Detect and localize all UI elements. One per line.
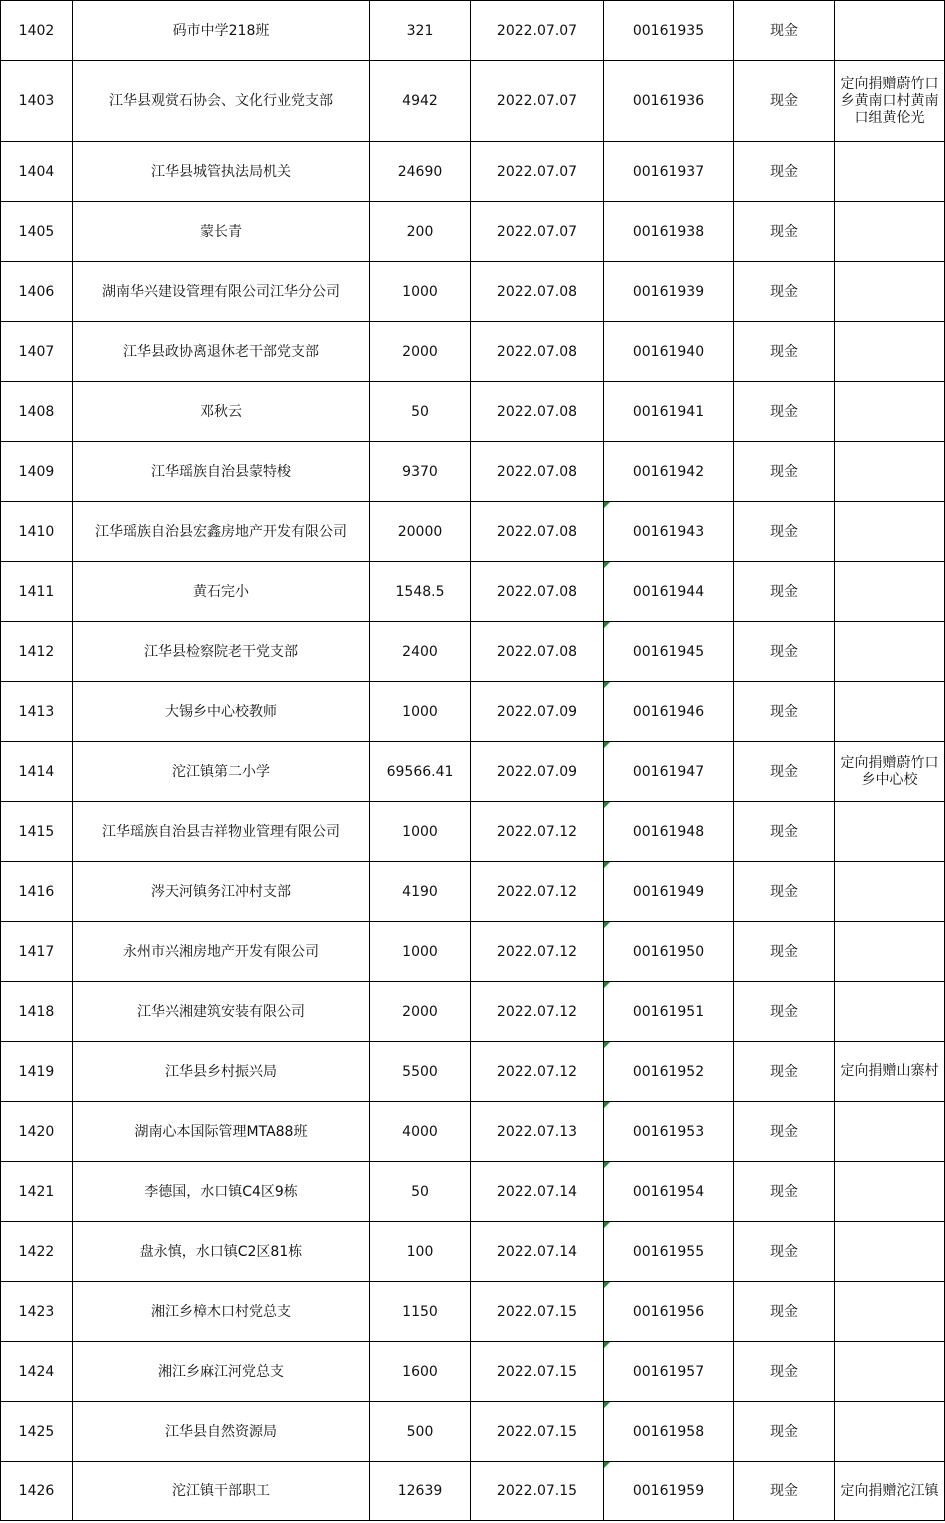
serial-number-cell: 1402 [1,1,73,61]
amount-cell: 12639 [370,1462,471,1521]
donor-name-cell: 江华兴湘建筑安装有限公司 [73,982,370,1042]
date-cell: 2022.07.15 [471,1342,604,1402]
serial-number-cell: 1425 [1,1402,73,1462]
note-cell [835,622,945,682]
date-cell: 2022.07.07 [471,1,604,61]
table-row [1,1162,945,1222]
donor-name-cell: 湘江乡麻江河党总支 [73,1342,370,1402]
amount-cell: 69566.41 [370,742,471,802]
donor-name-cell: 大锡乡中心校教师 [73,682,370,742]
receipt-number-cell: 00161938 [604,202,734,262]
note-cell [835,502,945,562]
table-row [1,562,945,622]
receipt-number-cell: 00161951 [604,982,734,1042]
table-row [1,202,945,262]
date-cell: 2022.07.08 [471,622,604,682]
donor-name-cell: 江华县自然资源局 [73,1402,370,1462]
receipt-number-cell: 00161952 [604,1042,734,1102]
note-cell [835,922,945,982]
table-row [1,1102,945,1162]
table-row [1,622,945,682]
note-cell [835,142,945,202]
donor-name-cell: 邓秋云 [73,382,370,442]
payment-method-cell: 现金 [734,1402,835,1462]
date-cell: 2022.07.08 [471,502,604,562]
receipt-number-cell: 00161937 [604,142,734,202]
donor-name-cell: 沱江镇干部职工 [73,1462,370,1521]
donor-name-cell: 江华瑶族自治县蒙特梭 [73,442,370,502]
donor-name-cell: 涔天河镇务江冲村支部 [73,862,370,922]
receipt-number-cell: 00161956 [604,1282,734,1342]
receipt-number-cell: 00161943 [604,502,734,562]
donor-name-cell: 湘江乡樟木口村党总支 [73,1282,370,1342]
serial-number-cell: 1403 [1,61,73,142]
note-cell: 定向捐赠蔚竹口乡黄南口村黄南口组黄伦光 [835,61,945,142]
note-cell [835,262,945,322]
serial-number-cell: 1418 [1,982,73,1042]
table-row [1,862,945,922]
payment-method-cell: 现金 [734,1,835,61]
amount-cell: 1000 [370,682,471,742]
amount-cell: 4000 [370,1102,471,1162]
date-cell: 2022.07.08 [471,442,604,502]
payment-method-cell: 现金 [734,742,835,802]
table-row [1,322,945,382]
date-cell: 2022.07.14 [471,1222,604,1282]
table-row [1,262,945,322]
date-cell: 2022.07.12 [471,922,604,982]
date-cell: 2022.07.15 [471,1462,604,1521]
receipt-number-cell: 00161949 [604,862,734,922]
table-row [1,61,945,142]
date-cell: 2022.07.08 [471,382,604,442]
amount-cell: 24690 [370,142,471,202]
serial-number-cell: 1426 [1,1462,73,1521]
serial-number-cell: 1411 [1,562,73,622]
serial-number-cell: 1407 [1,322,73,382]
amount-cell: 1000 [370,802,471,862]
serial-number-cell: 1415 [1,802,73,862]
donor-name-cell: 黄石完小 [73,562,370,622]
receipt-number-cell: 00161955 [604,1222,734,1282]
amount-cell: 2000 [370,982,471,1042]
donor-name-cell: 江华县政协离退休老干部党支部 [73,322,370,382]
donor-name-cell: 江华县城管执法局机关 [73,142,370,202]
receipt-number-cell: 00161954 [604,1162,734,1222]
donor-name-cell: 江华县乡村振兴局 [73,1042,370,1102]
serial-number-cell: 1408 [1,382,73,442]
note-cell: 定向捐赠蔚竹口乡中心校 [835,742,945,802]
amount-cell: 500 [370,1402,471,1462]
table-row [1,1282,945,1342]
payment-method-cell: 现金 [734,1462,835,1521]
note-cell: 定向捐赠山寨村 [835,1042,945,1102]
note-cell [835,382,945,442]
date-cell: 2022.07.12 [471,1042,604,1102]
note-cell [835,1402,945,1462]
table-row [1,802,945,862]
payment-method-cell: 现金 [734,1342,835,1402]
amount-cell: 1000 [370,262,471,322]
payment-method-cell: 现金 [734,262,835,322]
payment-method-cell: 现金 [734,382,835,442]
table-row [1,742,945,802]
donor-name-cell: 盘永慎，水口镇C2区81栋 [73,1222,370,1282]
payment-method-cell: 现金 [734,622,835,682]
serial-number-cell: 1413 [1,682,73,742]
amount-cell: 1000 [370,922,471,982]
table-body [1,1,945,1521]
serial-number-cell: 1406 [1,262,73,322]
table-row [1,1042,945,1102]
table-row [1,1342,945,1402]
serial-number-cell: 1410 [1,502,73,562]
donor-name-cell: 江华瑶族自治县宏鑫房地产开发有限公司 [73,502,370,562]
amount-cell: 20000 [370,502,471,562]
date-cell: 2022.07.12 [471,982,604,1042]
note-cell [835,802,945,862]
payment-method-cell: 现金 [734,442,835,502]
donor-name-cell: 湖南华兴建设管理有限公司江华分公司 [73,262,370,322]
receipt-number-cell: 00161940 [604,322,734,382]
note-cell [835,562,945,622]
serial-number-cell: 1412 [1,622,73,682]
receipt-number-cell: 00161959 [604,1462,734,1521]
table-row [1,502,945,562]
note-cell [835,202,945,262]
payment-method-cell: 现金 [734,1222,835,1282]
donor-name-cell: 江华县检察院老干党支部 [73,622,370,682]
donor-name-cell: 沱江镇第二小学 [73,742,370,802]
note-cell [835,1282,945,1342]
receipt-number-cell: 00161935 [604,1,734,61]
receipt-number-cell: 00161941 [604,382,734,442]
serial-number-cell: 1424 [1,1342,73,1402]
serial-number-cell: 1414 [1,742,73,802]
payment-method-cell: 现金 [734,922,835,982]
note-cell [835,682,945,742]
serial-number-cell: 1404 [1,142,73,202]
date-cell: 2022.07.15 [471,1402,604,1462]
note-cell [835,862,945,922]
receipt-number-cell: 00161953 [604,1102,734,1162]
payment-method-cell: 现金 [734,202,835,262]
payment-method-cell: 现金 [734,1282,835,1342]
payment-method-cell: 现金 [734,1102,835,1162]
amount-cell: 1600 [370,1342,471,1402]
table-row [1,1462,945,1521]
receipt-number-cell: 00161945 [604,622,734,682]
amount-cell: 2000 [370,322,471,382]
receipt-number-cell: 00161936 [604,61,734,142]
serial-number-cell: 1422 [1,1222,73,1282]
date-cell: 2022.07.13 [471,1102,604,1162]
table-row [1,1222,945,1282]
payment-method-cell: 现金 [734,802,835,862]
serial-number-cell: 1405 [1,202,73,262]
donor-name-cell: 湖南心本国际管理MTA88班 [73,1102,370,1162]
date-cell: 2022.07.12 [471,862,604,922]
amount-cell: 1548.5 [370,562,471,622]
note-cell: 定向捐赠沱江镇 [835,1462,945,1521]
amount-cell: 5500 [370,1042,471,1102]
amount-cell: 1150 [370,1282,471,1342]
date-cell: 2022.07.09 [471,682,604,742]
date-cell: 2022.07.07 [471,142,604,202]
payment-method-cell: 现金 [734,502,835,562]
date-cell: 2022.07.08 [471,322,604,382]
serial-number-cell: 1417 [1,922,73,982]
donor-name-cell: 蒙长青 [73,202,370,262]
payment-method-cell: 现金 [734,1042,835,1102]
receipt-number-cell: 00161957 [604,1342,734,1402]
date-cell: 2022.07.09 [471,742,604,802]
payment-method-cell: 现金 [734,982,835,1042]
serial-number-cell: 1420 [1,1102,73,1162]
date-cell: 2022.07.07 [471,61,604,142]
amount-cell: 50 [370,382,471,442]
table-row [1,982,945,1042]
payment-method-cell: 现金 [734,322,835,382]
table-row [1,1,945,61]
note-cell [835,1,945,61]
payment-method-cell: 现金 [734,61,835,142]
table-row [1,922,945,982]
date-cell: 2022.07.12 [471,802,604,862]
amount-cell: 50 [370,1162,471,1222]
date-cell: 2022.07.07 [471,202,604,262]
serial-number-cell: 1416 [1,862,73,922]
donor-name-cell: 江华瑶族自治县吉祥物业管理有限公司 [73,802,370,862]
receipt-number-cell: 00161942 [604,442,734,502]
payment-method-cell: 现金 [734,862,835,922]
payment-method-cell: 现金 [734,142,835,202]
note-cell [835,1222,945,1282]
amount-cell: 9370 [370,442,471,502]
note-cell [835,982,945,1042]
receipt-number-cell: 00161948 [604,802,734,862]
payment-method-cell: 现金 [734,682,835,742]
serial-number-cell: 1421 [1,1162,73,1222]
donor-name-cell: 李德国，水口镇C4区9栋 [73,1162,370,1222]
serial-number-cell: 1419 [1,1042,73,1102]
table-row [1,1402,945,1462]
table-row [1,682,945,742]
table-row [1,442,945,502]
amount-cell: 4190 [370,862,471,922]
note-cell [835,1102,945,1162]
amount-cell: 321 [370,1,471,61]
receipt-number-cell: 00161958 [604,1402,734,1462]
note-cell [835,442,945,502]
receipt-number-cell: 00161939 [604,262,734,322]
amount-cell: 2400 [370,622,471,682]
payment-method-cell: 现金 [734,1162,835,1222]
date-cell: 2022.07.15 [471,1282,604,1342]
date-cell: 2022.07.14 [471,1162,604,1222]
table-row [1,382,945,442]
date-cell: 2022.07.08 [471,262,604,322]
note-cell [835,1342,945,1402]
note-cell [835,322,945,382]
amount-cell: 200 [370,202,471,262]
date-cell: 2022.07.08 [471,562,604,622]
receipt-number-cell: 00161950 [604,922,734,982]
receipt-number-cell: 00161947 [604,742,734,802]
table-row [1,142,945,202]
receipt-number-cell: 00161946 [604,682,734,742]
serial-number-cell: 1409 [1,442,73,502]
note-cell [835,1162,945,1222]
donor-name-cell: 永州市兴湘房地产开发有限公司 [73,922,370,982]
donor-name-cell: 码市中学218班 [73,1,370,61]
amount-cell: 100 [370,1222,471,1282]
receipt-number-cell: 00161944 [604,562,734,622]
serial-number-cell: 1423 [1,1282,73,1342]
amount-cell: 4942 [370,61,471,142]
donor-name-cell: 江华县观赏石协会、文化行业党支部 [73,61,370,142]
payment-method-cell: 现金 [734,562,835,622]
